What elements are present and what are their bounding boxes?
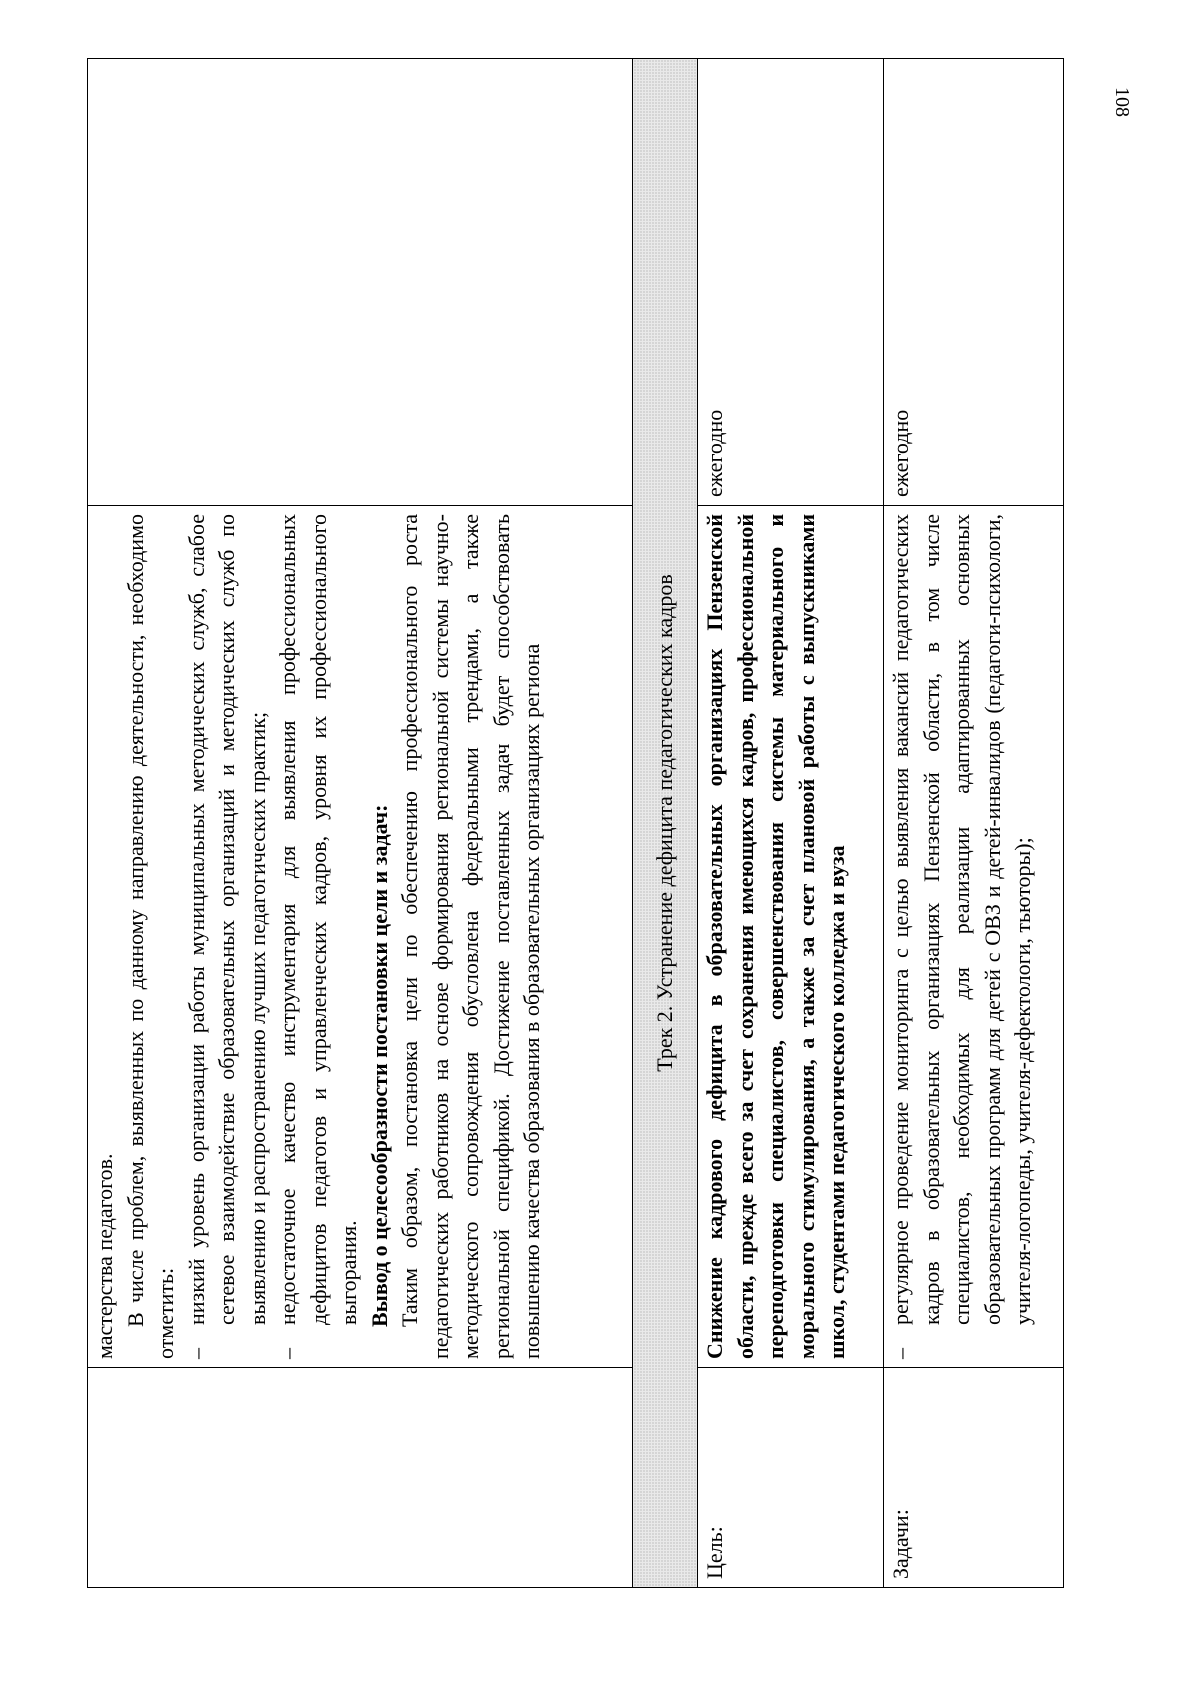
tasks-row: [884, 59, 1064, 1588]
bullet-text: недостаточное качество инструментария для выявления профессиональных дефицитов педагогов и управленческих кадров, уровня их профессионального выгорания.: [275, 514, 361, 1325]
period-cell: [88, 59, 633, 506]
conclusion-text: Таким образом, постановка цели по обеспечению профессионального роста педагогических работников на основе формирования региональной системы научно-методического сопровождения обусловлена федеральными трендами, а также региональной спецификой. Достижение поставленных задач будет способствовать повышению качества образования в образовательных организациях региона: [397, 514, 544, 1359]
goal-row: [698, 59, 884, 1588]
problems-lead: В числе проблем, выявленных по данному направлению деятельности, необходимо отметить:: [122, 514, 178, 1359]
track-title: Трек 2. Устранение дефицита педагогических кадров: [633, 59, 698, 1588]
rotated-table-container: [87, 110, 1064, 1588]
tasks-cell: [884, 506, 1064, 1368]
conclusion-title: Вывод о целесообразности постановки цели и задач:: [366, 804, 392, 1327]
plan-table: [87, 58, 1064, 1588]
table-row: [88, 59, 633, 1588]
problems-cell: [88, 506, 633, 1368]
goal-text: Снижение кадрового дефицита в образовательных организациях Пензенской области, прежде всего за счет сохранения имеющихся кадров, профессиональной переподготовки специалистов, совершенствования системы материального и морального стимулирования, а также за счет плановой работы с выпускниками школ, студентами педагогического колледжа и вуза: [698, 506, 884, 1368]
bullet-dash: –: [275, 1348, 300, 1359]
bullet-text: низкий уровень организации работы муниципальных методических служб, слабое сетевое взаимодействие образовательных организаций и методических служб по выявлению и распространению лучших педагогических практик;: [183, 514, 270, 1325]
tasks-label: Задачи:: [884, 1368, 1064, 1588]
bullet-dash: –: [183, 1348, 209, 1359]
list-item: [182, 514, 274, 1359]
task-bullet-text: регулярное проведение мониторинга с целью выявления вакансий педагогических кадров в образовательных организациях Пензенской области, в том числе специалистов, необходимых для реализации адаптированных основных образовательных программ для детей с ОВЗ и детей-инвалидов (педагоги-психологи, учителя-логопеды, учителя-дефектологи, тьюторы);: [888, 514, 1035, 1325]
bullet-dash: –: [888, 1348, 913, 1359]
list-item: [886, 514, 1039, 1359]
track-row: [633, 59, 698, 1588]
intro-text: мастерства педагогов.: [92, 1153, 117, 1359]
goal-period: ежегодно: [698, 59, 884, 506]
goal-label: Цель:: [698, 1368, 884, 1588]
page-number: 108: [1111, 87, 1133, 117]
tasks-period: ежегодно: [884, 59, 1064, 506]
row-label-cell: [88, 1368, 633, 1588]
list-item: [273, 514, 365, 1359]
